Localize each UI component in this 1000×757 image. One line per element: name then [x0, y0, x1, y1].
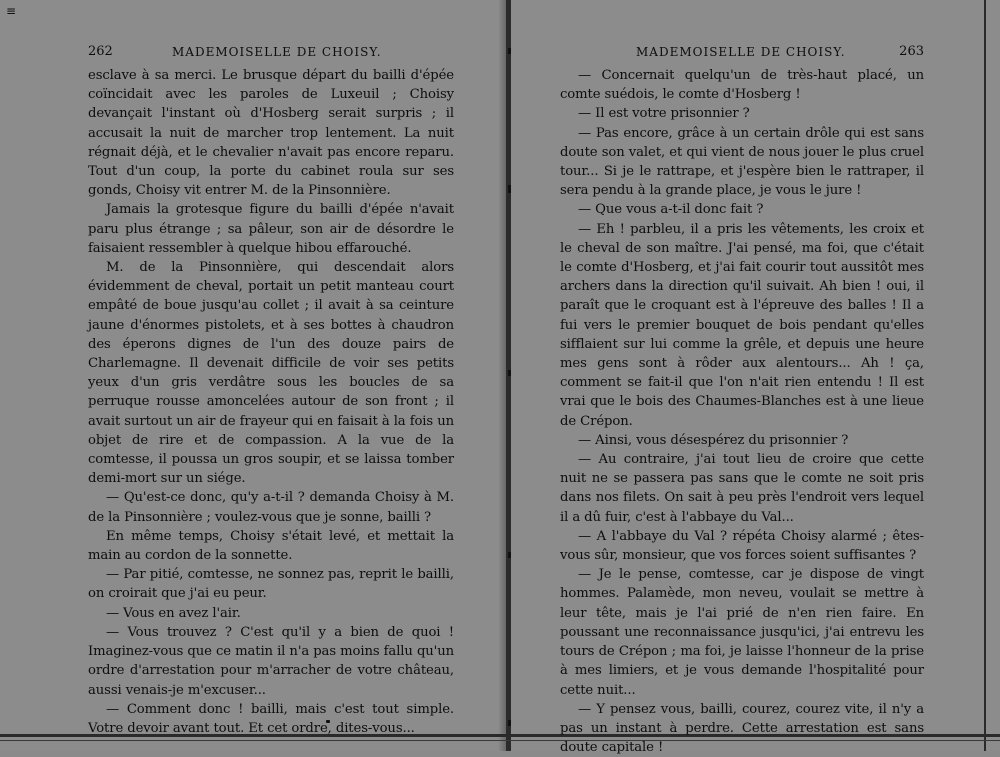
- paragraph: — Y pensez vous, bailli, courez, courez vite, il n'y a pas un instant à perdre. Cette arrestation est sans doute capitale !: [560, 701, 924, 756]
- gutter-mark: [508, 370, 511, 376]
- paragraph: — Il est votre prisonnier ?: [578, 106, 750, 122]
- corner-mark: ≡: [6, 4, 17, 18]
- paragraph: — Qu'est-ce donc, qu'y a-t-il ? demanda Choisy à M. de la Pinsonnière ; voulez-vous que je sonne, bailli ?: [88, 490, 454, 525]
- gutter-mark: [508, 48, 511, 54]
- paragraph: — Ainsi, vous désespérez du prisonnier ?: [578, 432, 849, 448]
- paragraph: esclave à sa merci. Le brusque départ du bailli d'épée coïncidait avec les paroles de Luxeuil ; Choisy devançait l'instant où d'Hosberg serait surpris ; il accusait la nuit de marcher trop lentement. La nuit régnait déjà, et le chevalier n'avait pas encore reparu. Tout d'un coup, la porte du cabinet roula sur ses gonds, Choisy vit entrer M. de la Pinsonnière.: [88, 68, 454, 199]
- paragraph: — Pas encore, grâce à un certain drôle qui est sans doute son valet, et qui vient de nous jouer le plus cruel tour... Si je le rattrape, et j'espère bien le rattraper, il sera pendu à la grande place, je vous le jure !: [560, 125, 924, 199]
- running-title: MADEMOISELLE DE CHOISY.: [172, 45, 382, 59]
- right-page-body: [560, 66, 924, 757]
- paragraph: — Vous en avez l'air.: [106, 605, 241, 621]
- gutter-mark: [508, 552, 511, 558]
- right-page-header: [560, 44, 924, 64]
- gutter-shadow: [498, 0, 506, 751]
- paragraph: — Concernait quelqu'un de très-haut placé, un comte suédois, le comte d'Hosberg !: [560, 68, 924, 103]
- paragraph: — A l'abbaye du Val ? répéta Choisy alarmé ; êtes-vous sûr, monsieur, que vos forces soient suffisantes ?: [560, 528, 924, 564]
- paragraph: Jamais la grotesque figure du bailli d'épée n'avait paru plus étrange ; sa pâleur, son air de désordre le faisaient ressembler à quelque hibou effarouché.: [88, 202, 454, 256]
- paragraph: — Au contraire, j'ai tout lieu de croire que cette nuit ne se passera pas sans que le comte ne soit pris dans nos filets. On sait à peu près l'endroit vers lequel il a dû fuir, c'est à l'abbaye du Val...: [560, 452, 924, 525]
- gutter-mark: [508, 185, 511, 193]
- running-title: MADEMOISELLE DE CHOISY.: [636, 45, 846, 59]
- left-page-header: [88, 44, 454, 64]
- paragraph: — Vous trouvez ? C'est qu'il y a bien de quoi ! Imaginez-vous que ce matin il n'a pas moins fallu qu'un ordre d'arrestation pour m'arracher de votre château, aussi venais-je m'excuser...: [88, 624, 454, 698]
- paragraph: — Eh ! parbleu, il a pris les vêtements, les croix et le cheval de son maître. J'ai pensé, ma foi, que c'était le comte d'Hosberg, et j'ai fait courir tout aussitôt mes archers dans la direction qu'il suivait. Ah bien ! oui, il paraît que le croquant est à l'épreuve des balles ! Il a fui vers le premier bouquet de bois pendant qu'elles sifflaient sur lui comme la grêle, et depuis une heure mes gens sont à rôder aux alentours... Ah ! ça, comment se fait-il que l'on n'ait rien entendu ! Il est vrai que le bois des Chaumes-Blanches est à une lieue de Crépon.: [560, 221, 924, 429]
- right-page: [560, 44, 924, 757]
- paragraph: — Comment donc ! bailli, mais c'est tout simple. Votre devoir avant tout. Et cet ordre, dites-vous...: [88, 701, 454, 736]
- paragraph: — Que vous a-t-il donc fait ?: [578, 202, 764, 218]
- gutter-mark: [508, 720, 511, 726]
- paragraph: — Je le pense, comtesse, car je dispose de vingt hommes. Palamède, mon neveu, voulait se mettre à leur tête, mais je l'ai prié de n'en rien faire. En poussant une reconnaissance jusqu'ici, j'ai entrevu les tours de Crépon ; ma foi, je laisse l'honneur de la prise à mes limiers, et je vous demande l'hospitalité pour cette nuit...: [560, 567, 924, 698]
- paragraph: M. de la Pinsonnière, qui descendait alors évidemment de cheval, portait un petit manteau court empâté de boue jusqu'au collet ; il avait à sa ceinture jaune d'énormes pistolets, et à ses bottes à chaudron des éperons dignes de l'un des douze pairs de Charlemagne. Il devenait difficile de voir ses petits yeux d'un gris verdâtre sous les boucles de sa perruque rousse amoncelées autour de son front ; il avait surtout un air de frayeur qui en faisait à la fois un objet de rire et de compassion. A la vue de la comtesse, il poussa un gros soupir, et se laissa tomber demi-mort sur un siége.: [88, 260, 454, 487]
- page-number: 262: [88, 44, 113, 59]
- page-number: 263: [899, 44, 924, 59]
- left-page: [88, 44, 454, 738]
- paragraph: En même temps, Choisy s'était levé, et mettait la main au cordon de la sonnette.: [88, 528, 454, 564]
- left-page-body: [88, 66, 454, 738]
- page-edge-right: [984, 0, 986, 751]
- paragraph: — Par pitié, comtesse, ne sonnez pas, reprit le bailli, on croirait que j'ai eu peur.: [88, 567, 454, 602]
